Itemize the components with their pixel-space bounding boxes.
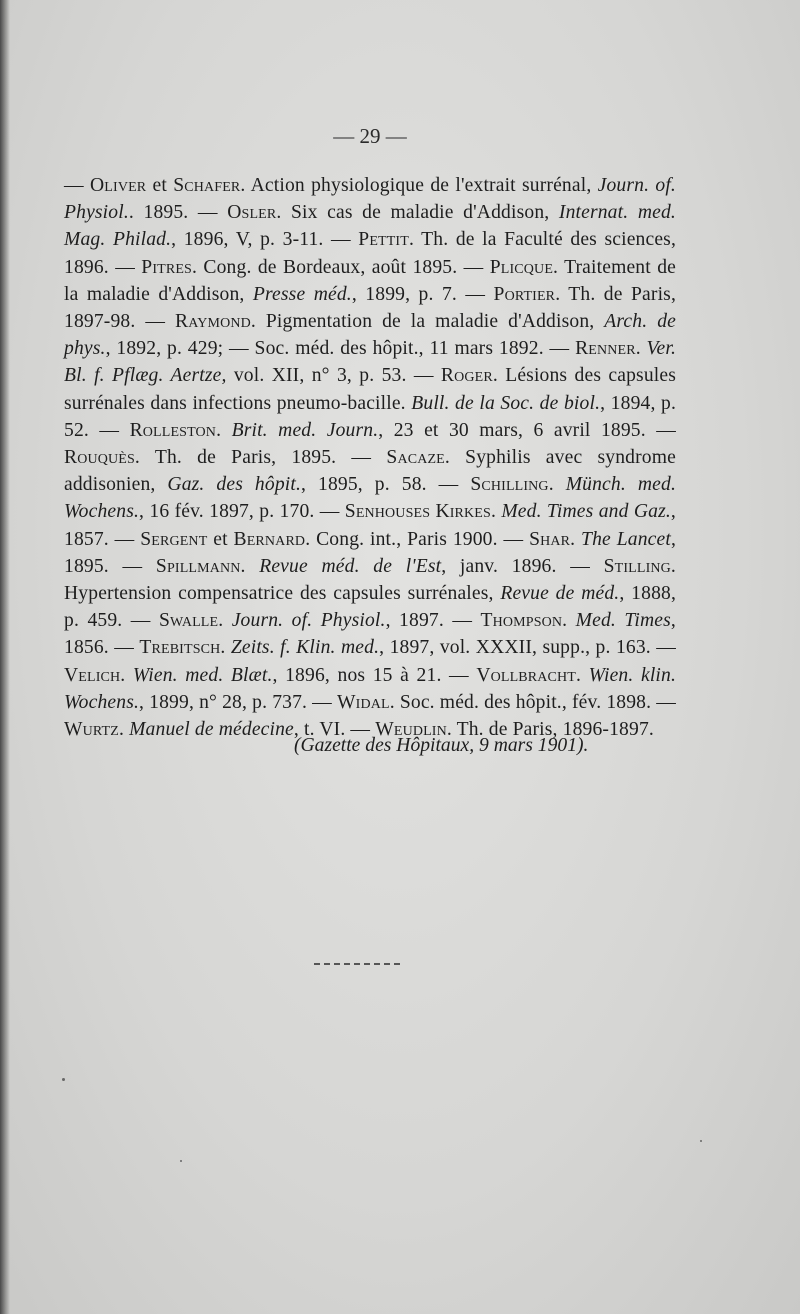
reference-text: — — [64, 175, 90, 196]
reference-journal: Wien. med. Blæt. — [132, 664, 273, 686]
reference-journal: The Lancet — [581, 528, 671, 550]
reference-text: . — [240, 555, 260, 577]
reference-text: , 1899, p. 7. — — [351, 283, 494, 305]
reference-journal: Brit. med. Journ. — [231, 419, 379, 441]
reference-journal: Wien. klin. Wochens. — [64, 664, 676, 713]
reference-text: et — [207, 528, 234, 550]
reference-journal: Internat. med. Mag. Philad. — [64, 202, 676, 251]
reference-text: . Cong. int., Paris 1900. — — [305, 528, 530, 550]
reference-author: Schafer — [173, 175, 241, 196]
reference-entry — [140, 529, 529, 550]
reference-author: Thompson — [480, 610, 563, 632]
reference-journal: Revue de méd. — [500, 583, 620, 605]
reference-text: , 1899, n° 28, p. 737. — — [139, 691, 338, 713]
reference-author: Oliver — [90, 175, 147, 196]
reference-text: . — [118, 719, 130, 741]
reference-text: . — [570, 528, 582, 550]
reference-text: et — [146, 175, 174, 196]
reference-author: Raymond — [175, 311, 251, 333]
reference-author: Pettit — [358, 229, 409, 251]
reference-text: . — [220, 637, 231, 659]
paper-speck — [700, 1140, 702, 1142]
reference-text: . Traitement de la maladie d'Addison, — [64, 256, 676, 305]
reference-entry — [139, 637, 676, 658]
bibliography-paragraph — [64, 172, 676, 743]
reference-author: Weudlin — [375, 719, 447, 741]
page-binding-edge — [0, 0, 10, 1314]
reference-text: . Soc. méd. des hôpit., fév. 1898. — — [389, 691, 676, 713]
reference-author: Shar — [529, 528, 571, 550]
reference-text: . Pigmentation de la maladie d'Addison, — [250, 311, 605, 333]
reference-author: Sergent — [140, 528, 208, 550]
reference-text: . — [218, 610, 232, 632]
reference-journal: Ver. Bl. f. Pflæg. Aertze, — [64, 338, 676, 387]
reference-author: Schilling — [470, 474, 549, 496]
reference-text: . — [490, 501, 502, 523]
reference-journal: Med. Times and Gaz. — [501, 501, 671, 523]
reference-text: . Lésions des capsules surrénales dans infections pneumo-bacille. — [64, 365, 676, 414]
reference-text: , 1896, nos 15 à 21. — — [272, 664, 477, 686]
reference-author: Portier — [493, 283, 556, 305]
reference-text: . — [575, 664, 589, 686]
reference-text: , 1857. — — [64, 501, 676, 550]
reference-journal: Journ. of. Physiol. — [64, 175, 676, 224]
reference-text: , janv. 1896. — — [441, 555, 604, 577]
reference-journal: Journ. of. Physiol. — [231, 610, 386, 632]
reference-author: Velich — [64, 664, 121, 686]
reference-author: Sacaze — [386, 447, 445, 469]
reference-text: . Th. de Paris, 1897-98. — — [64, 283, 676, 333]
reference-text: . Hypertension compensatrice des capsules surrénales, — [64, 555, 676, 605]
reference-author: Roger — [440, 365, 493, 387]
reference-text: . — [562, 610, 576, 632]
reference-text: . Six cas de maladie d'Addison, — [276, 202, 559, 224]
reference-text: . Cong. de Bordeaux, août 1895. — — [191, 256, 490, 278]
reference-author: Senhouses Kirkes — [344, 501, 491, 523]
reference-entry — [130, 420, 676, 441]
reference-text: , 1897, vol. XXXII, supp., p. 163. — — [379, 637, 676, 659]
reference-text: , t. VI. — — [293, 719, 376, 741]
reference-text: . — [216, 419, 232, 441]
reference-author: Bernard — [233, 528, 306, 550]
reference-text: , 1888, p. 459. — — [64, 583, 677, 632]
reference-text: , 1895, p. 58. — — [301, 474, 471, 496]
reference-text: , 1895. — — [64, 528, 676, 577]
reference-journal: Gaz. des hôpit. — [167, 474, 302, 496]
reference-journal: Revue méd. de l'Est — [259, 555, 442, 577]
reference-journal: Manuel de médecine — [129, 719, 294, 741]
source-citation: (Gazette des Hôpitaux, 9 mars 1901). — [294, 735, 589, 756]
reference-text: . Th. de la Faculté des sciences, 1896. — — [64, 229, 677, 278]
reference-text: . — [120, 664, 133, 686]
reference-author: Wurtz — [64, 719, 119, 741]
reference-text: . — [548, 474, 566, 496]
reference-author: Vollbracht — [476, 664, 576, 686]
reference-entry — [159, 610, 481, 631]
reference-text: . 1895. — — [128, 202, 228, 224]
reference-author: Widal — [337, 691, 390, 713]
reference-author: Trebitsch — [139, 637, 221, 659]
reference-text: , 1896, V, p. 3-11. — — [171, 229, 359, 251]
reference-author: Osler — [227, 202, 277, 224]
reference-author: Pitres — [141, 256, 192, 278]
reference-text: , 1892, p. 429; — Soc. méd. des hôpit., 11 mars 1892. — — [105, 338, 576, 360]
reference-author: Swalle — [158, 610, 219, 632]
reference-author: Stilling — [603, 555, 671, 577]
paper-speck — [62, 1078, 65, 1081]
reference-entry — [64, 665, 476, 686]
reference-journal: Presse méd. — [252, 283, 352, 305]
reference-text: . Th. de Paris, 1896-1897. — [446, 719, 654, 741]
reference-entry — [64, 447, 386, 468]
reference-text: vol. XII, n° 3, p. 53. — — [226, 365, 441, 387]
reference-author: Rolleston — [129, 419, 217, 441]
reference-journal: Bull. de la Soc. de biol. — [411, 392, 601, 414]
reference-entry — [156, 556, 604, 577]
reference-author: Rouquès — [64, 447, 135, 469]
reference-entry — [337, 692, 676, 713]
reference-journal: Münch. med. Wochens. — [64, 474, 676, 523]
reference-text: , 1894, p. 52. — — [64, 392, 677, 441]
end-rule — [314, 963, 400, 965]
reference-author: Spillmann — [155, 555, 241, 577]
reference-text: . Th. de Paris, 1895. — — [134, 447, 387, 469]
reference-text: . Action physiologique de l'extrait surrénal, — [240, 175, 598, 196]
reference-text: . — [635, 338, 647, 360]
reference-text: , 1856. — — [64, 610, 676, 659]
reference-journal: Arch. de phys. — [64, 311, 677, 360]
reference-text: , 16 fév. 1897, p. 170. — — [139, 501, 345, 523]
reference-text: . Syphilis avec syndrome addisonien, — [64, 447, 676, 496]
reference-author: Renner — [575, 338, 636, 360]
reference-journal: Med. Times — [575, 610, 671, 632]
reference-journal: Zeits. f. Klin. med. — [230, 637, 380, 659]
reference-author: Plicque — [489, 256, 554, 278]
reference-entry — [141, 257, 489, 278]
reference-text: , 1897. — — [385, 610, 481, 632]
paper-speck — [180, 1160, 182, 1162]
reference-text: , 23 et 30 mars, 6 avril 1895. — — [378, 419, 676, 441]
page-number: — 29 — — [333, 124, 407, 148]
